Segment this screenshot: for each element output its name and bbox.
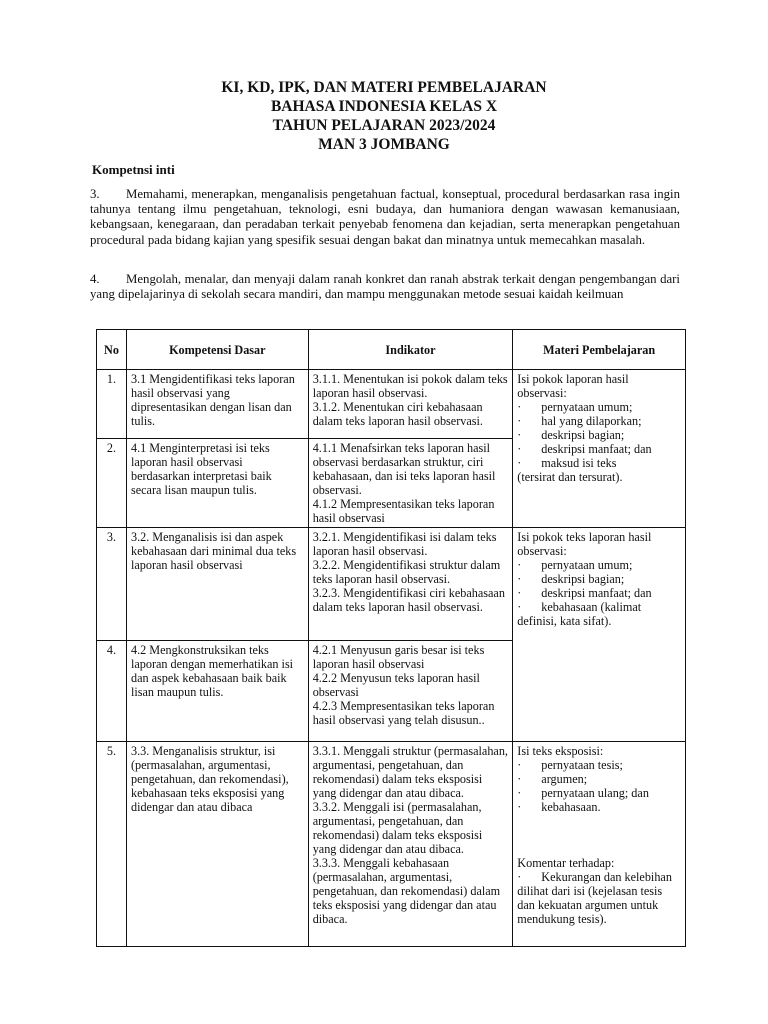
materi-bullet <box>517 586 681 600</box>
ki-number: 4. <box>90 272 100 286</box>
row-number: 1. <box>97 370 127 439</box>
row-number: 5. <box>97 742 127 947</box>
bullet-icon: · <box>517 558 522 572</box>
comment-label: Komentar terhadap: <box>517 856 615 870</box>
bullet-icon: · <box>517 442 522 456</box>
bullet-icon: · <box>517 456 522 470</box>
materi-bullet <box>517 558 681 572</box>
indikator-cell <box>308 742 513 947</box>
ki-text: Mengolah, menalar, dan menyaji dalam ranah konkret dan ranah abstrak terkait dengan pengembangan dari yang dipelajarinya di sekolah secara mandiri, dan mampu menggunakan metode sesuai kaidah keilmuan <box>90 272 680 302</box>
kd-text: 3.2. Menganalisis isi dan aspek kebahasaan dari minimal dua teks laporan hasil observasi <box>130 530 297 572</box>
indikator-text: 3.3.1. Menggali struktur (permasalahan, argumentasi, pengetahuan, dan rekomendasi) dalam teks eksposisi yang didengar dan atau dibaca. <box>312 744 508 800</box>
ki-paragraph-4 <box>90 272 680 302</box>
materi-bullet <box>517 572 681 586</box>
materi-intro: Isi teks eksposisi: <box>517 744 604 758</box>
bullet-icon: · <box>517 400 522 414</box>
kd-cell <box>126 641 308 742</box>
indikator-text: 3.3.2. Menggali isi (permasalahan, argumentasi, pengetahuan, dan rekomendasi) dalam teks eksposisi yang didengar dan atau dibaca. <box>312 800 483 856</box>
kd-text: 4.1 Menginterpretasi isi teks laporan hasil observasi berdasarkan interpretasi baik secara lisan maupun tulis. <box>130 441 272 497</box>
indikator-cell <box>308 641 513 742</box>
table-row <box>97 742 686 947</box>
bullet-text: pernyataan umum; <box>541 400 633 414</box>
bullet-text: deskripsi manfaat; dan <box>541 586 652 600</box>
title-line: MAN 3 JOMBANG <box>318 136 450 153</box>
header-indikator: Indikator <box>308 330 513 370</box>
kd-cell <box>126 742 308 947</box>
bullet-text: hal yang dilaporkan; <box>541 414 642 428</box>
bullet-text: Kekurangan dan kelebihan dilihat dari isi (kejelasan tesis dan kekuatan argumen untuk mendukung tesis). <box>517 870 672 926</box>
bullet-icon: · <box>517 870 522 884</box>
materi-bullet <box>517 442 681 456</box>
kd-cell <box>126 370 308 439</box>
indikator-cell <box>308 528 513 641</box>
bullet-icon: · <box>517 428 522 442</box>
bullet-icon: · <box>517 414 522 428</box>
indikator-text: 3.1.1. Menentukan isi pokok dalam teks laporan hasil observasi. <box>312 372 508 400</box>
title-line: BAHASA INDONESIA KELAS X <box>270 98 498 115</box>
kd-table <box>96 329 686 947</box>
indikator-text: 4.2.3 Mempresentasikan teks laporan hasil observasi yang telah disusun.. <box>312 699 495 727</box>
title-line: TAHUN PELAJARAN 2023/2024 <box>272 117 496 134</box>
materi-bullet <box>517 428 681 442</box>
bullet-text: deskripsi manfaat; dan <box>541 442 652 456</box>
indikator-text: 3.1.2. Menentukan ciri kebahasaan dalam teks laporan hasil observasi. <box>312 400 483 428</box>
title-line: KI, KD, IPK, DAN MATERI PEMBELAJARAN <box>221 79 547 96</box>
bullet-text: pernyataan ulang; dan <box>541 786 649 800</box>
kd-cell <box>126 439 308 528</box>
materi-outro: definisi, kata sifat). <box>517 614 612 628</box>
indikator-text: 4.2.1 Menyusun garis besar isi teks laporan hasil observasi <box>312 643 485 671</box>
document-title <box>0 78 768 154</box>
ki-paragraph-3 <box>90 187 680 248</box>
table-row <box>97 528 686 641</box>
bullet-icon: · <box>517 772 522 786</box>
row-number: 3. <box>97 528 127 641</box>
indikator-text: 3.2.1. Mengidentifikasi isi dalam teks laporan hasil observasi. <box>312 530 497 558</box>
bullet-text: kebahasaan (kalimat <box>541 600 642 614</box>
indikator-text: 4.1.2 Mempresentasikan teks laporan hasil observasi <box>312 497 495 525</box>
bullet-text: pernyataan tesis; <box>541 758 623 772</box>
table-header-row <box>97 330 686 370</box>
spacer <box>517 814 681 856</box>
bullet-text: argumen; <box>541 772 588 786</box>
kd-cell <box>126 528 308 641</box>
materi-bullet <box>517 414 681 428</box>
ki-text: Memahami, menerapkan, menganalisis pengetahuan factual, konseptual, procedural berdasarkan rasa ingin tahunya tentang ilmu pengetahuan, teknologi, esni budaya, dan humaniora dengan wawasan kemanusiaan, kebangsaan, kenegaraan, dan peradaban terkait penyebab fenomena dan kejadian, serta menerapkan pengetahuan procedural pada bidang kajian yang spesifik sesuai dengan bakat dan minatnya untuk memecahkan masalah. <box>90 187 680 247</box>
materi-bullet <box>517 456 681 470</box>
materi-bullet <box>517 786 681 800</box>
row-number: 2. <box>97 439 127 528</box>
materi-cell <box>513 742 686 947</box>
bullet-text: deskripsi bagian; <box>541 428 625 442</box>
kd-text: 3.1 Mengidentifikasi teks laporan hasil observasi yang dipresentasikan dengan lisan dan tulis. <box>130 372 295 428</box>
table-row <box>97 370 686 439</box>
indikator-text: 4.2.2 Menyusun teks laporan hasil observasi <box>312 671 480 699</box>
bullet-icon: · <box>517 586 522 600</box>
bullet-text: deskripsi bagian; <box>541 572 625 586</box>
comment-bullet <box>517 870 681 926</box>
indikator-cell <box>308 439 513 528</box>
kompetensi-inti-heading: Kompetnsi inti <box>92 162 175 177</box>
bullet-text: maksud isi teks <box>541 456 617 470</box>
materi-bullet <box>517 800 681 814</box>
bullet-icon: · <box>517 800 522 814</box>
materi-outro: (tersirat dan tersurat). <box>517 470 623 484</box>
ki-number: 3. <box>90 187 100 201</box>
indikator-text: 3.2.3. Mengidentifikasi ciri kebahasaan dalam teks laporan hasil observasi. <box>312 586 505 614</box>
bullet-text: kebahasaan. <box>541 800 601 814</box>
materi-cell <box>513 370 686 528</box>
materi-cell <box>513 528 686 742</box>
kd-text: 3.3. Menganalisis struktur, isi (permasalahan, argumentasi, pengetahuan, dan rekomendasi), kebahasaan teks eksposisi yang didengar dan atau dibaca <box>130 744 289 814</box>
materi-intro: Isi pokok teks laporan hasil observasi: <box>517 530 652 558</box>
row-number: 4. <box>97 641 127 742</box>
header-kompetensi-dasar: Kompetensi Dasar <box>126 330 308 370</box>
indikator-text: 3.3.3. Menggali kebahasaan (permasalahan, argumentasi, pengetahuan, dan rekomendasi) dalam teks eksposisi yang didengar dan atau dibaca. <box>312 856 501 926</box>
materi-bullet <box>517 772 681 786</box>
header-materi: Materi Pembelajaran <box>513 330 686 370</box>
materi-intro: Isi pokok laporan hasil observasi: <box>517 372 629 400</box>
bullet-icon: · <box>517 758 522 772</box>
bullet-icon: · <box>517 572 522 586</box>
indikator-cell <box>308 370 513 439</box>
kd-text: 4.2 Mengkonstruksikan teks laporan dengan memerhatikan isi dan aspek kebahasaan baik baik lisan maupun tulis. <box>130 643 294 699</box>
header-no: No <box>97 330 127 370</box>
bullet-text: pernyataan umum; <box>541 558 633 572</box>
bullet-icon: · <box>517 600 522 614</box>
materi-bullet <box>517 600 681 614</box>
indikator-text: 3.2.2. Mengidentifikasi struktur dalam teks laporan hasil observasi. <box>312 558 501 586</box>
materi-bullet <box>517 758 681 772</box>
indikator-text: 4.1.1 Menafsirkan teks laporan hasil observasi berdasarkan struktur, ciri kebahasaan, dan isi teks laporan hasil observasi. <box>312 441 496 497</box>
materi-bullet <box>517 400 681 414</box>
bullet-icon: · <box>517 786 522 800</box>
